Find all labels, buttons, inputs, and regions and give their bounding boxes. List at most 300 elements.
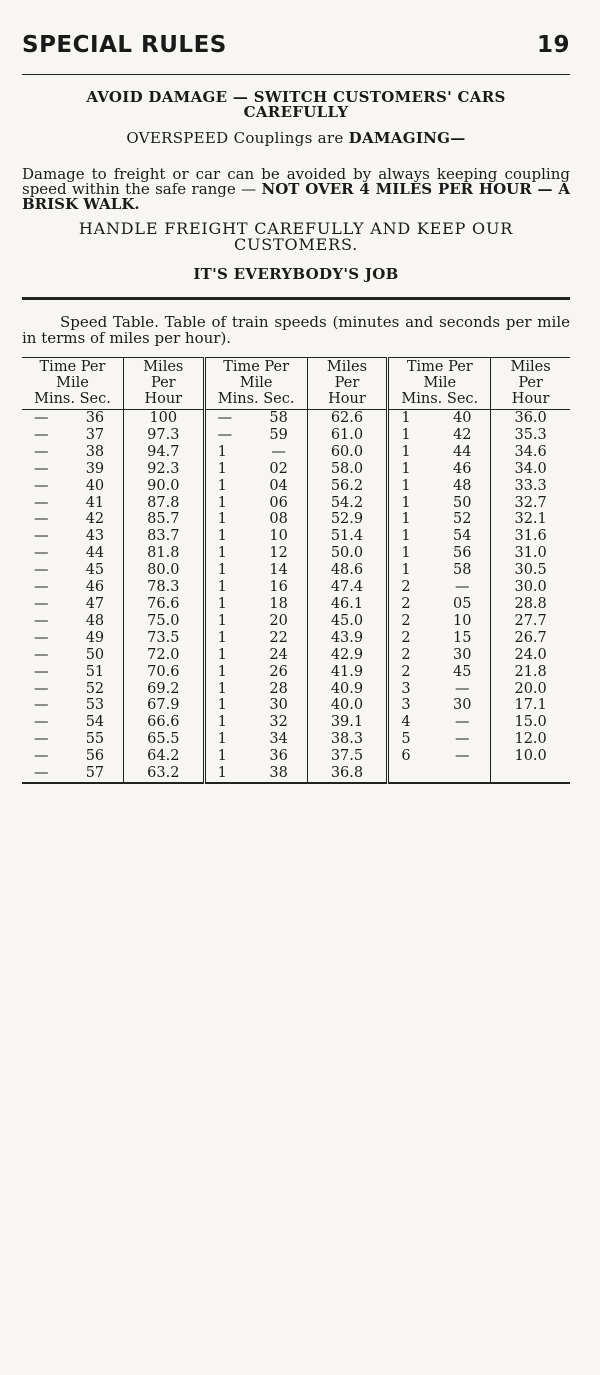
- miles-per-hour-header: [123, 358, 204, 410]
- time-cell: [22, 528, 123, 545]
- header-text: Per: [334, 375, 360, 391]
- minutes-value: 1: [401, 443, 411, 460]
- seconds-value: 42: [85, 511, 105, 528]
- table-row: [22, 765, 570, 783]
- time-value: [22, 562, 123, 579]
- time-cell: [388, 579, 491, 596]
- overspeed-text: OVERSPEED Couplings are: [126, 129, 349, 147]
- mph-value: 94.7: [123, 444, 204, 461]
- time-cell: [204, 478, 307, 495]
- time-value: [22, 681, 123, 698]
- minutes-value: —: [217, 410, 233, 426]
- handle-freight-line2: CUSTOMERS.: [233, 235, 359, 254]
- time-cell: [388, 511, 491, 528]
- time-value: [22, 697, 123, 714]
- special-rules-section: [22, 90, 570, 283]
- time-cell: [204, 427, 307, 444]
- time-value: [389, 545, 490, 562]
- time-cell: [204, 495, 307, 512]
- mph-value: 80.0: [123, 562, 204, 579]
- time-cell: [388, 545, 491, 562]
- minutes-value: —: [34, 748, 49, 765]
- seconds-value: 05: [453, 595, 472, 612]
- seconds-value: 39: [85, 460, 105, 477]
- mph-value: 78.3: [123, 579, 204, 596]
- seconds-value: 48: [453, 477, 472, 494]
- time-value: [389, 495, 490, 512]
- header-text: Mins. Sec.: [401, 391, 479, 407]
- minutes-value: 1: [217, 477, 227, 494]
- minutes-value: 1: [401, 494, 411, 511]
- everybodys-job: IT'S EVERYBODY'S JOB: [193, 265, 399, 283]
- time-value: [22, 748, 123, 765]
- seconds-value: 22: [269, 629, 288, 646]
- mph-value: 52.9: [307, 511, 388, 528]
- mph-value: 54.2: [307, 495, 388, 512]
- mph-value: 72.0: [123, 647, 204, 664]
- time-cell: [22, 545, 123, 562]
- time-value: [206, 630, 307, 647]
- minutes-value: —: [34, 697, 49, 714]
- seconds-value: 37: [85, 426, 105, 443]
- time-value: [206, 511, 307, 528]
- damage-heading: [22, 90, 570, 120]
- minutes-value: 2: [401, 579, 411, 596]
- mph-value: 39.1: [307, 714, 388, 731]
- seconds-value: 44: [453, 443, 472, 460]
- minutes-value: —: [34, 646, 49, 663]
- mph-value: 46.1: [307, 596, 388, 613]
- time-value: [22, 596, 123, 613]
- time-value: [22, 579, 123, 596]
- seconds-value: 56: [85, 748, 105, 765]
- time-cell: [388, 613, 491, 630]
- seconds-value: 38: [269, 765, 288, 782]
- minutes-value: 1: [217, 562, 227, 579]
- time-value: [389, 427, 490, 444]
- seconds-value: 46: [453, 460, 472, 477]
- speed-table: [22, 357, 570, 784]
- time-cell: [388, 528, 491, 545]
- time-cell: [388, 765, 491, 783]
- time-value: [206, 410, 307, 427]
- time-value: [389, 714, 490, 731]
- minutes-value: 2: [401, 629, 411, 646]
- mph-value: 73.5: [123, 630, 204, 647]
- seconds-value: 32: [269, 714, 288, 731]
- time-cell: [388, 697, 491, 714]
- header-text: Mins. Sec.: [34, 391, 111, 407]
- time-value: [206, 562, 307, 579]
- seconds-value: —: [455, 680, 470, 697]
- header-text: Mins. Sec.: [217, 391, 295, 407]
- mph-value: 36.0: [491, 410, 570, 427]
- seconds-value: —: [455, 579, 470, 596]
- time-per-mile-header: [22, 358, 123, 410]
- minutes-value: 1: [217, 646, 227, 663]
- minutes-value: —: [34, 443, 49, 460]
- minutes-value: 1: [217, 680, 227, 697]
- seconds-value: 53: [85, 697, 105, 714]
- time-cell: [204, 731, 307, 748]
- handle-freight-notice: [22, 221, 570, 253]
- time-value: [22, 613, 123, 630]
- mph-value: 51.4: [307, 528, 388, 545]
- table-row: [22, 596, 570, 613]
- time-value: [22, 528, 123, 545]
- mph-value: 34.6: [491, 444, 570, 461]
- time-value: [206, 697, 307, 714]
- mph-value: 36.8: [307, 765, 388, 783]
- mph-value: 63.2: [123, 765, 204, 783]
- time-value: [389, 731, 490, 748]
- mph-value: 66.6: [123, 714, 204, 731]
- time-value: [22, 630, 123, 647]
- page-header: [22, 32, 570, 58]
- time-value: [389, 461, 490, 478]
- table-row: [22, 427, 570, 444]
- mph-value: 70.6: [123, 664, 204, 681]
- table-row: [22, 511, 570, 528]
- minutes-value: —: [34, 494, 49, 511]
- time-value: [22, 664, 123, 681]
- mph-value: 47.4: [307, 579, 388, 596]
- mph-value: 35.3: [491, 427, 570, 444]
- minutes-value: 1: [401, 528, 411, 545]
- seconds-value: 42: [453, 426, 472, 443]
- time-cell: [388, 427, 491, 444]
- seconds-value: 50: [453, 494, 472, 511]
- time-value: [389, 596, 490, 613]
- minutes-value: —: [34, 663, 49, 680]
- mph-value: 32.1: [491, 511, 570, 528]
- time-cell: [22, 697, 123, 714]
- time-value: [22, 478, 123, 495]
- header-text: Mile: [56, 375, 89, 391]
- time-value: [206, 596, 307, 613]
- seconds-value: 02: [269, 460, 288, 477]
- minutes-value: 1: [401, 410, 411, 426]
- mph-value: 76.6: [123, 596, 204, 613]
- minutes-value: —: [34, 562, 49, 579]
- minutes-value: —: [34, 629, 49, 646]
- mph-value: 65.5: [123, 731, 204, 748]
- speed-table-header: [22, 358, 570, 410]
- mph-value: 85.7: [123, 511, 204, 528]
- time-cell: [388, 461, 491, 478]
- seconds-value: 47: [85, 595, 105, 612]
- time-value: [389, 579, 490, 596]
- time-value: [389, 528, 490, 545]
- table-row: [22, 444, 570, 461]
- time-cell: [204, 461, 307, 478]
- seconds-value: 30: [453, 646, 472, 663]
- seconds-value: 08: [269, 511, 288, 528]
- seconds-value: 28: [269, 680, 288, 697]
- minutes-value: 5: [401, 731, 411, 748]
- time-cell: [22, 579, 123, 596]
- time-cell: [204, 681, 307, 698]
- time-cell: [22, 714, 123, 731]
- damage-heading-line1: AVOID DAMAGE — SWITCH CUSTOMERS' CARS: [86, 88, 506, 106]
- seconds-value: 55: [85, 731, 105, 748]
- time-value: [22, 731, 123, 748]
- time-value: [389, 613, 490, 630]
- seconds-value: 41: [85, 494, 105, 511]
- seconds-value: 30: [453, 697, 472, 714]
- time-cell: [22, 765, 123, 783]
- seconds-value: 36: [85, 410, 105, 426]
- minutes-value: 1: [401, 511, 411, 528]
- time-cell: [204, 528, 307, 545]
- header-text: Miles: [510, 359, 551, 375]
- seconds-value: —: [271, 443, 286, 460]
- mph-value: 48.6: [307, 562, 388, 579]
- minutes-value: 1: [217, 714, 227, 731]
- minutes-value: 6: [401, 748, 411, 765]
- mph-value: 42.9: [307, 647, 388, 664]
- time-cell: [22, 630, 123, 647]
- seconds-value: 56: [453, 545, 472, 562]
- header-text: Hour: [511, 391, 550, 407]
- mph-value: [491, 765, 570, 783]
- time-cell: [388, 478, 491, 495]
- handle-freight-line1: HANDLE FREIGHT CAREFULLY AND KEEP OUR: [78, 219, 514, 238]
- time-cell: [22, 444, 123, 461]
- time-cell: [388, 647, 491, 664]
- overspeed-line: [22, 129, 570, 147]
- time-per-mile-header: [204, 358, 307, 410]
- table-row: [22, 410, 570, 427]
- minutes-value: 1: [217, 579, 227, 596]
- table-row: [22, 748, 570, 765]
- minutes-value: —: [34, 612, 49, 629]
- minutes-value: 1: [217, 629, 227, 646]
- time-cell: [388, 714, 491, 731]
- time-cell: [388, 562, 491, 579]
- time-cell: [22, 478, 123, 495]
- seconds-value: 26: [269, 663, 288, 680]
- seconds-value: 04: [269, 477, 288, 494]
- minutes-value: 1: [217, 443, 227, 460]
- seconds-value: 36: [269, 748, 288, 765]
- time-cell: [204, 545, 307, 562]
- time-value: [389, 748, 490, 765]
- minutes-value: 1: [217, 731, 227, 748]
- table-row: [22, 562, 570, 579]
- mph-value: 40.0: [307, 697, 388, 714]
- minutes-value: —: [34, 410, 49, 426]
- seconds-value: 40: [453, 410, 472, 426]
- mph-value: 43.9: [307, 630, 388, 647]
- minutes-value: 2: [401, 646, 411, 663]
- time-cell: [22, 664, 123, 681]
- seconds-value: 43: [85, 528, 105, 545]
- minutes-value: —: [34, 714, 49, 731]
- time-cell: [22, 511, 123, 528]
- seconds-value: 54: [85, 714, 105, 731]
- time-value: [22, 714, 123, 731]
- section-divider: [22, 297, 570, 300]
- time-cell: [22, 427, 123, 444]
- time-value: [206, 714, 307, 731]
- time-value: [206, 647, 307, 664]
- time-value: [22, 495, 123, 512]
- time-value: [389, 478, 490, 495]
- time-value: [22, 647, 123, 664]
- time-value: [206, 528, 307, 545]
- time-cell: [204, 562, 307, 579]
- minutes-value: —: [217, 426, 233, 443]
- minutes-value: 1: [401, 545, 411, 562]
- minutes-value: 1: [401, 562, 411, 579]
- time-value: [389, 697, 490, 714]
- header-divider: [22, 74, 570, 75]
- time-cell: [204, 444, 307, 461]
- table-row: [22, 664, 570, 681]
- minutes-value: 2: [401, 663, 411, 680]
- seconds-value: 38: [85, 443, 105, 460]
- time-cell: [388, 664, 491, 681]
- header-text: Mile: [423, 375, 457, 391]
- time-value: [206, 664, 307, 681]
- table-row: [22, 495, 570, 512]
- mph-value: 27.7: [491, 613, 570, 630]
- seconds-value: 58: [269, 410, 288, 426]
- time-value: [22, 427, 123, 444]
- mph-value: 15.0: [491, 714, 570, 731]
- seconds-value: 15: [453, 629, 472, 646]
- time-cell: [22, 681, 123, 698]
- seconds-value: —: [455, 731, 470, 748]
- minutes-value: 1: [217, 528, 227, 545]
- time-cell: [22, 495, 123, 512]
- minutes-value: 1: [401, 460, 411, 477]
- time-cell: [204, 613, 307, 630]
- seconds-value: 16: [269, 579, 288, 596]
- time-cell: [388, 731, 491, 748]
- seconds-value: 46: [85, 579, 105, 596]
- seconds-value: 48: [85, 612, 105, 629]
- time-cell: [204, 714, 307, 731]
- seconds-value: 58: [453, 562, 472, 579]
- time-value: [206, 427, 307, 444]
- seconds-value: 30: [269, 697, 288, 714]
- time-value: [22, 765, 123, 782]
- minutes-value: —: [34, 731, 49, 748]
- mph-value: 56.2: [307, 478, 388, 495]
- mph-value: 38.3: [307, 731, 388, 748]
- time-value: [206, 579, 307, 596]
- minutes-value: 1: [401, 477, 411, 494]
- minutes-value: 1: [217, 765, 227, 782]
- minutes-value: —: [34, 460, 49, 477]
- mph-value: 37.5: [307, 748, 388, 765]
- minutes-value: 1: [217, 748, 227, 765]
- time-value: [206, 681, 307, 698]
- mph-value: 87.8: [123, 495, 204, 512]
- seconds-value: 40: [85, 477, 105, 494]
- mph-value: 31.6: [491, 528, 570, 545]
- time-cell: [204, 511, 307, 528]
- time-cell: [204, 748, 307, 765]
- header-text: Mile: [239, 375, 273, 391]
- time-value: [206, 495, 307, 512]
- speed-table-intro: [22, 314, 570, 346]
- seconds-value: 20: [269, 612, 288, 629]
- mph-value: 90.0: [123, 478, 204, 495]
- time-cell: [388, 681, 491, 698]
- minutes-value: 2: [401, 595, 411, 612]
- time-cell: [204, 664, 307, 681]
- minutes-value: 1: [217, 494, 227, 511]
- mph-value: 45.0: [307, 613, 388, 630]
- minutes-value: 1: [401, 426, 411, 443]
- time-value: [22, 545, 123, 562]
- seconds-value: 59: [269, 426, 288, 443]
- minutes-value: 1: [217, 460, 227, 477]
- time-value: [22, 461, 123, 478]
- seconds-value: —: [455, 714, 470, 731]
- time-value: [206, 478, 307, 495]
- minutes-value: 3: [401, 680, 411, 697]
- time-value: [389, 664, 490, 681]
- time-cell: [204, 697, 307, 714]
- table-row: [22, 630, 570, 647]
- minutes-value: —: [34, 545, 49, 562]
- mph-value: 50.0: [307, 545, 388, 562]
- time-cell: [22, 410, 123, 427]
- table-row: [22, 714, 570, 731]
- time-per-mile-header: [388, 358, 491, 410]
- table-row: [22, 647, 570, 664]
- time-value: [22, 511, 123, 528]
- seconds-value: 14: [269, 562, 288, 579]
- table-row: [22, 613, 570, 630]
- minutes-value: —: [34, 426, 49, 443]
- minutes-value: —: [34, 579, 49, 596]
- time-cell: [388, 630, 491, 647]
- speed-limit-text: NOT OVER 4 MILES PER HOUR — A BRISK WALK.: [22, 180, 570, 213]
- minutes-value: 1: [217, 612, 227, 629]
- mph-value: 40.9: [307, 681, 388, 698]
- time-cell: [388, 495, 491, 512]
- time-cell: [204, 765, 307, 783]
- mph-value: 20.0: [491, 681, 570, 698]
- header-text: Miles: [326, 359, 368, 375]
- mph-value: 60.0: [307, 444, 388, 461]
- time-value: [206, 545, 307, 562]
- damage-paragraph-text: Damage to freight or car can be avoided by always keeping coupling speed within the safe range —: [22, 165, 570, 198]
- minutes-value: 2: [401, 612, 411, 629]
- time-value: [206, 765, 307, 782]
- time-value: [389, 444, 490, 461]
- time-value: [206, 461, 307, 478]
- seconds-value: 44: [85, 545, 105, 562]
- time-value: [389, 647, 490, 664]
- time-cell: [388, 444, 491, 461]
- mph-value: 21.8: [491, 664, 570, 681]
- mph-value: 12.0: [491, 731, 570, 748]
- seconds-value: 10: [453, 612, 472, 629]
- time-value: [206, 731, 307, 748]
- overspeed-bold-text: DAMAGING—: [348, 129, 466, 147]
- time-cell: [22, 731, 123, 748]
- damage-paragraph: [22, 167, 570, 212]
- table-row: [22, 579, 570, 596]
- time-cell: [204, 630, 307, 647]
- mph-value: 30.5: [491, 562, 570, 579]
